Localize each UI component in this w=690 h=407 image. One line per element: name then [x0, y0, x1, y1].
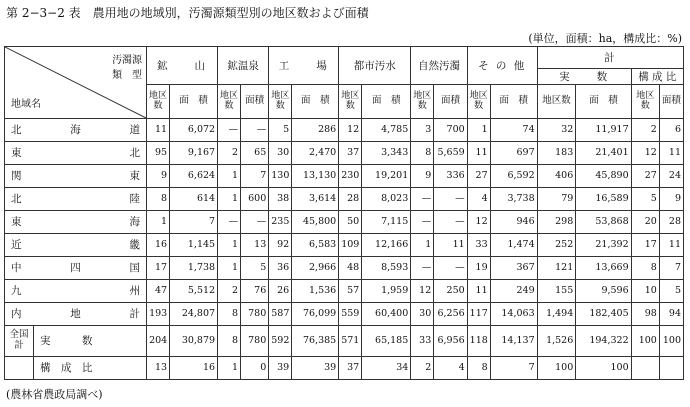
cell-value: 37 — [339, 356, 362, 379]
cell-value: 21,401 — [576, 141, 631, 164]
cell-value: 100 — [576, 356, 631, 379]
cell-value: 5 — [631, 187, 659, 210]
cell-value: 12,166 — [362, 233, 411, 256]
cell-value: 1 — [218, 256, 241, 279]
cell-value: — — [218, 210, 241, 233]
cell-value — [631, 356, 659, 379]
cell-value: 14,063 — [490, 302, 537, 325]
cell-value: 39 — [292, 356, 339, 379]
cell-value: 9 — [659, 187, 683, 210]
cell-value: 1 — [467, 119, 490, 142]
cell-value: 9 — [147, 164, 170, 187]
national-label — [5, 330, 33, 351]
cell-value: 7 — [170, 210, 218, 233]
cell-value: 1,738 — [170, 256, 218, 279]
sub-area-ratio: 面積 — [659, 85, 683, 119]
cell-value: 28 — [339, 187, 362, 210]
sub-area: 面積 — [434, 85, 467, 119]
cell-value: — — [434, 187, 467, 210]
cell-value: 5,512 — [170, 279, 218, 302]
cell-value: 11 — [147, 119, 170, 142]
cell-value: 1,145 — [170, 233, 218, 256]
national-row-name: 構 成 比 — [33, 357, 146, 379]
cell-value: 249 — [490, 279, 537, 302]
cell-value: — — [434, 256, 467, 279]
cell-value: 92 — [269, 233, 292, 256]
cell-value: 1,494 — [537, 302, 576, 325]
cell-value: 183 — [537, 141, 576, 164]
cell-value: 5 — [269, 119, 292, 142]
cell-value: 7 — [490, 356, 537, 379]
cell-value: — — [411, 256, 434, 279]
cell-value: 13,669 — [576, 256, 631, 279]
cell-value: 98 — [631, 302, 659, 325]
cell-value: 45,890 — [576, 164, 631, 187]
sub-area: 面 積 — [170, 85, 218, 119]
data-table — [4, 46, 684, 380]
cell-value: 26 — [269, 279, 292, 302]
cell-value: 252 — [537, 233, 576, 256]
table-row — [5, 164, 684, 187]
cell-value: 697 — [490, 141, 537, 164]
cell-value: 2 — [218, 141, 241, 164]
cell-value: 12 — [411, 279, 434, 302]
cell-value: 9,167 — [170, 141, 218, 164]
cell-value: 6,583 — [292, 233, 339, 256]
cell-value: — — [434, 210, 467, 233]
cell-value: 130 — [269, 164, 292, 187]
corner-region: 地域名 — [11, 99, 41, 110]
cell-value: 13,130 — [292, 164, 339, 187]
cell-value: 2,966 — [292, 256, 339, 279]
cell-value: 20 — [631, 210, 659, 233]
cell-value: 100 — [659, 325, 683, 356]
cell-value: 1,474 — [490, 233, 537, 256]
cell-value: 2 — [411, 356, 434, 379]
cell-value: 4,785 — [362, 119, 411, 142]
cell-value: 780 — [241, 302, 269, 325]
national-label-line1: 全国 — [9, 329, 29, 341]
cell-value: 33 — [467, 233, 490, 256]
cell-value: 13 — [147, 356, 170, 379]
header-actual: 実 数 — [537, 69, 631, 85]
cell-value: 117 — [467, 302, 490, 325]
cell-value: 16,589 — [576, 187, 631, 210]
cell-value: 1 — [218, 187, 241, 210]
cell-value: 11 — [467, 279, 490, 302]
cell-value: 36 — [269, 256, 292, 279]
cell-value: 367 — [490, 256, 537, 279]
header-other: そ の 他 — [467, 47, 537, 85]
header-ratio: 構 成 比 — [631, 69, 683, 85]
cell-value: 700 — [434, 119, 467, 142]
header-urban-sewage: 都市汚水 — [339, 47, 411, 85]
cell-value: 5,659 — [434, 141, 467, 164]
cell-value: 2 — [218, 279, 241, 302]
cell-value: 5 — [659, 279, 683, 302]
cell-value: 6,072 — [170, 119, 218, 142]
cell-value: 5 — [241, 256, 269, 279]
region-name: 近 畿 — [5, 233, 147, 256]
cell-value: 74 — [490, 119, 537, 142]
cell-value: 780 — [241, 325, 269, 356]
national-row-name: 実 数 — [33, 326, 146, 356]
cell-value: 2 — [631, 119, 659, 142]
cell-value: 11 — [659, 233, 683, 256]
sub-area: 面積 — [241, 85, 269, 119]
sub-count: 地区 数 — [147, 85, 170, 119]
cell-value: 30 — [269, 141, 292, 164]
cell-value: 24,807 — [170, 302, 218, 325]
cell-value: 38 — [269, 187, 292, 210]
cell-value: 1,536 — [292, 279, 339, 302]
cell-value: 50 — [339, 210, 362, 233]
cell-value: 76,099 — [292, 302, 339, 325]
cell-value: 1,959 — [362, 279, 411, 302]
cell-value: 94 — [659, 302, 683, 325]
source-note: (農林省農政局調べ) — [6, 388, 103, 401]
cell-value: 21,392 — [576, 233, 631, 256]
cell-value: 0 — [241, 356, 269, 379]
cell-value: 1 — [218, 233, 241, 256]
cell-value: 587 — [269, 302, 292, 325]
cell-value: 6,256 — [434, 302, 467, 325]
region-name: 内 地 計 — [5, 302, 147, 325]
cell-value: 6,956 — [434, 325, 467, 356]
cell-value: 8 — [411, 141, 434, 164]
table-row — [5, 210, 684, 233]
region-name: 関 東 — [5, 164, 147, 187]
header-mineral-spring: 鉱温泉 — [218, 47, 269, 85]
cell-value: 28 — [659, 210, 683, 233]
cell-value: 76,385 — [292, 325, 339, 356]
sub-area: 面 積 — [490, 85, 537, 119]
cell-value: 118 — [467, 325, 490, 356]
header-total: 計 — [537, 47, 683, 69]
cell-value: 48 — [339, 256, 362, 279]
cell-value: 13 — [241, 233, 269, 256]
cell-value: 32 — [537, 119, 576, 142]
cell-value: 65,185 — [362, 325, 411, 356]
cell-value: 95 — [147, 141, 170, 164]
cell-value: 11 — [659, 141, 683, 164]
sub-count: 地区 数 — [467, 85, 490, 119]
table-title: 第 2−3−2 表 農用地の地域別，汚濁源類型別の地区数および面積 — [6, 6, 369, 20]
region-name: 東 北 — [5, 141, 147, 164]
cell-value: 76 — [241, 279, 269, 302]
cell-value: 194,322 — [576, 325, 631, 356]
cell-value: 33 — [411, 325, 434, 356]
region-name: 北 陸 — [5, 187, 147, 210]
cell-value: 19,201 — [362, 164, 411, 187]
cell-value: 9,596 — [576, 279, 631, 302]
table-row — [5, 187, 684, 210]
cell-value: 298 — [537, 210, 576, 233]
cell-value: 6,624 — [170, 164, 218, 187]
cell-value: 182,405 — [576, 302, 631, 325]
table-body — [5, 119, 684, 380]
cell-value: 53,868 — [576, 210, 631, 233]
table-row — [5, 302, 684, 325]
cell-value: — — [241, 210, 269, 233]
cell-value: 16 — [170, 356, 218, 379]
cell-value: 109 — [339, 233, 362, 256]
cell-value: 250 — [434, 279, 467, 302]
national-label-cell — [5, 356, 147, 379]
cell-value: 1 — [411, 233, 434, 256]
corner-header — [5, 47, 147, 119]
cell-value: 2,470 — [292, 141, 339, 164]
cell-value: 7,115 — [362, 210, 411, 233]
sub-count: 地区 数 — [339, 85, 362, 119]
sub-count: 地区 数 — [411, 85, 434, 119]
cell-value: 3,738 — [490, 187, 537, 210]
cell-value: 3,343 — [362, 141, 411, 164]
cell-value: 4 — [467, 187, 490, 210]
cell-value: 946 — [490, 210, 537, 233]
cell-value: 12 — [467, 210, 490, 233]
region-name: 中 四 国 — [5, 256, 147, 279]
sub-count: 地区 数 — [218, 85, 241, 119]
cell-value: 14,137 — [490, 325, 537, 356]
table-row — [5, 279, 684, 302]
table-row — [5, 119, 684, 142]
cell-value: 47 — [147, 279, 170, 302]
unit-note: (単位，面積：ha，構成比：%) — [528, 32, 682, 45]
cell-value: 8,593 — [362, 256, 411, 279]
cell-value: 571 — [339, 325, 362, 356]
table-row — [5, 233, 684, 256]
sub-count-ratio: 地区 数 — [631, 85, 659, 119]
cell-value: 8 — [147, 187, 170, 210]
cell-value: 16 — [147, 233, 170, 256]
cell-value: 65 — [241, 141, 269, 164]
cell-value: 17 — [631, 233, 659, 256]
national-label-cell — [5, 325, 147, 356]
region-name: 九 州 — [5, 279, 147, 302]
cell-value: — — [411, 210, 434, 233]
cell-value: 30,879 — [170, 325, 218, 356]
cell-value: 19 — [467, 256, 490, 279]
cell-value: 235 — [269, 210, 292, 233]
cell-value: 11 — [434, 233, 467, 256]
cell-value: 17 — [147, 256, 170, 279]
cell-value: 11,917 — [576, 119, 631, 142]
cell-value: 155 — [537, 279, 576, 302]
cell-value: — — [218, 119, 241, 142]
national-label-line2: 計 — [14, 339, 24, 351]
cell-value: 37 — [339, 141, 362, 164]
cell-value: 39 — [269, 356, 292, 379]
region-name: 東 海 — [5, 210, 147, 233]
cell-value: 100 — [631, 325, 659, 356]
region-name: 北 海 道 — [5, 119, 147, 142]
cell-value: 8 — [218, 325, 241, 356]
cell-value: 8 — [631, 256, 659, 279]
table-row — [5, 256, 684, 279]
cell-value: 30 — [411, 302, 434, 325]
cell-value: 336 — [434, 164, 467, 187]
cell-value: 559 — [339, 302, 362, 325]
cell-value: 79 — [537, 187, 576, 210]
cell-value: 1 — [147, 210, 170, 233]
cell-value: 27 — [631, 164, 659, 187]
cell-value: 100 — [537, 356, 576, 379]
cell-value: 12 — [631, 141, 659, 164]
sub-area-total: 面 積 — [576, 85, 631, 119]
corner-type-line1: 汚濁源 — [112, 55, 143, 66]
cell-value: 592 — [269, 325, 292, 356]
cell-value: 8 — [218, 302, 241, 325]
cell-value: 6,592 — [490, 164, 537, 187]
cell-value: 193 — [147, 302, 170, 325]
cell-value: 27 — [467, 164, 490, 187]
cell-value: 614 — [170, 187, 218, 210]
sub-count: 地区 数 — [269, 85, 292, 119]
cell-value: 7 — [659, 256, 683, 279]
cell-value: 12 — [339, 119, 362, 142]
corner-type-line2: 類 型 — [112, 70, 143, 81]
table-row — [5, 141, 684, 164]
cell-value: 57 — [339, 279, 362, 302]
cell-value: 6 — [659, 119, 683, 142]
cell-value: 3 — [411, 119, 434, 142]
cell-value: 34 — [362, 356, 411, 379]
cell-value: 4 — [434, 356, 467, 379]
cell-value: 8,023 — [362, 187, 411, 210]
cell-value: 11 — [467, 141, 490, 164]
cell-value: 204 — [147, 325, 170, 356]
cell-value: — — [411, 187, 434, 210]
cell-value: 230 — [339, 164, 362, 187]
cell-value: 7 — [241, 164, 269, 187]
cell-value: 3,614 — [292, 187, 339, 210]
national-row — [5, 325, 684, 356]
national-row — [5, 356, 684, 379]
cell-value: 1 — [218, 356, 241, 379]
cell-value — [659, 356, 683, 379]
header-natural: 自然汚濁 — [411, 47, 467, 85]
cell-value: 9 — [411, 164, 434, 187]
cell-value: 406 — [537, 164, 576, 187]
cell-value: 60,400 — [362, 302, 411, 325]
cell-value: 24 — [659, 164, 683, 187]
cell-value: — — [241, 119, 269, 142]
cell-value: 600 — [241, 187, 269, 210]
cell-value: 1 — [218, 164, 241, 187]
cell-value: 8 — [467, 356, 490, 379]
cell-value: 121 — [537, 256, 576, 279]
header-factory: 工 場 — [269, 47, 339, 85]
cell-value: 45,800 — [292, 210, 339, 233]
cell-value: 286 — [292, 119, 339, 142]
header-mining: 鉱 山 — [147, 47, 218, 85]
sub-count-total: 地区数 — [537, 85, 576, 119]
sub-area: 面 積 — [292, 85, 339, 119]
sub-area: 面 積 — [362, 85, 411, 119]
cell-value: 10 — [631, 279, 659, 302]
cell-value: 1,526 — [537, 325, 576, 356]
